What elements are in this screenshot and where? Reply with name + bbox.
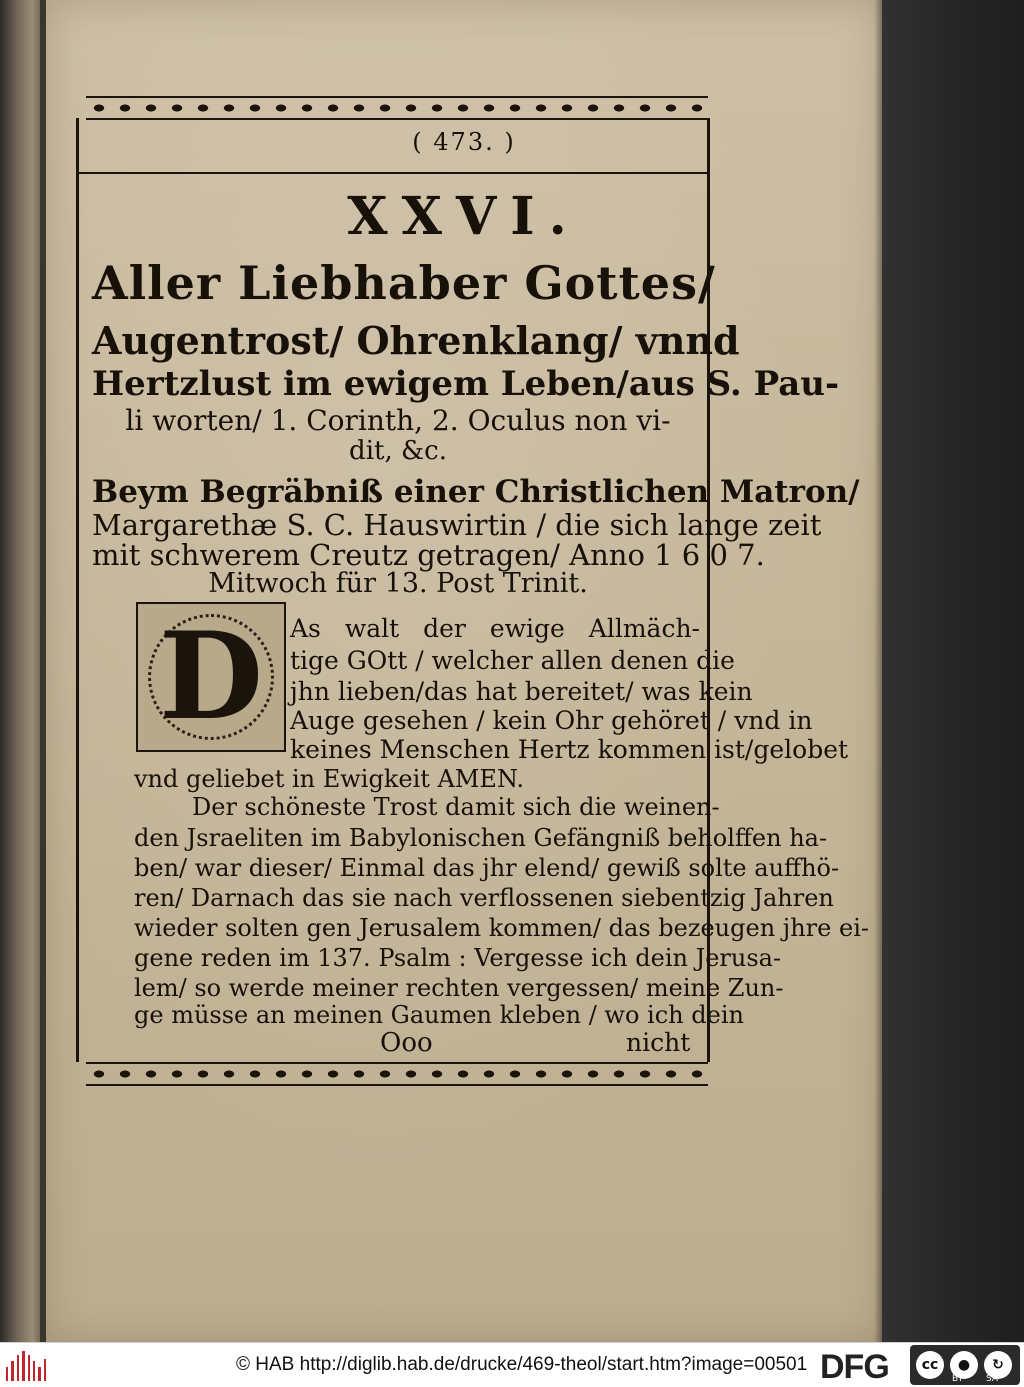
paragraph-2-line-2: den Jsraeliten im Babylonischen Gefängniß beholffen ha- <box>134 824 828 852</box>
scan-background <box>880 0 1024 1342</box>
paragraph-1-line-6: vnd geliebet in Ewigkeit AMEN. <box>134 765 525 793</box>
signature-mark: Ooo <box>380 1028 433 1058</box>
paragraph-1-line-1: As walt der ewige Allmäch- <box>290 614 700 643</box>
paragraph-2-line-8: ge müsse an meinen Gaumen kleben / wo ich dein <box>134 1001 744 1029</box>
license-sa-label: SA <box>986 1374 999 1384</box>
by-attribution-icon: ● <box>950 1351 978 1379</box>
subtitle-line-4: Mitwoch für 13. Post Trinit. <box>208 568 588 599</box>
source-credit: © HAB http://diglib.hab.de/drucke/469-theol/start.htm?image=00501 <box>236 1354 808 1375</box>
title-line-4: li worten/ 1. Corinth, 2. Oculus non vi- <box>125 404 671 437</box>
chapter-numeral: XXVI. <box>347 186 581 247</box>
subtitle-line-1: Beym Begräbniß einer Christlichen Matron/ <box>92 474 860 510</box>
top-ornament-border <box>86 96 708 120</box>
cc-license-badge[interactable] <box>910 1345 1020 1385</box>
book-page <box>46 0 882 1342</box>
paragraph-2-line-7: lem/ so werde meiner rechten vergessen/ meine Zun- <box>134 974 784 1002</box>
title-line-2: Augentrost/ Ohrenklang/ vnnd <box>92 318 740 363</box>
paragraph-1-line-3: jhn lieben/das hat bereitet/ was kein <box>290 677 753 706</box>
bottom-ornament-border <box>86 1062 708 1086</box>
subtitle-line-3: mit schwerem Creutz getragen/ Anno 1 6 0 7. <box>92 538 765 572</box>
paragraph-2-line-1: Der schöneste Trost damit sich die weinen- <box>192 793 720 821</box>
title-line-5: dit, &c. <box>349 436 447 466</box>
paragraph-1-line-2: tige GOtt / welcher allen denen die <box>290 646 735 675</box>
header-rule <box>79 172 707 174</box>
drop-cap-letter: D <box>158 606 264 747</box>
paragraph-2-line-5: wieder solten gen Jerusalem kommen/ das bezeugen jhre ei- <box>134 914 869 942</box>
paragraph-1-line-4: Auge gesehen / kein Ohr gehöret / vnd in <box>290 706 813 735</box>
decorated-initial <box>136 602 286 752</box>
footer-bar <box>0 1342 1024 1387</box>
license-by-label: BY <box>952 1374 964 1384</box>
title-line-1: Aller Liebhaber Gottes/ <box>92 256 716 310</box>
page-number: ( 473. ) <box>412 128 516 156</box>
paragraph-2-line-6: gene reden im 137. Psalm : Vergesse ich dein Jerusa- <box>134 944 782 972</box>
dfg-logo: DFG <box>820 1348 889 1386</box>
paragraph-1-line-5: keines Menschen Hertz kommen ist/gelobet <box>290 735 849 764</box>
cc-icon: cc <box>916 1351 944 1379</box>
share-alike-icon: ↻ <box>984 1351 1012 1379</box>
paragraph-2-line-4: ren/ Darnach das sie nach verflossenen siebentzig Jahren <box>134 884 834 912</box>
paragraph-2-line-3: ben/ war dieser/ Einmal das jhr elend/ gewiß solte auffhö- <box>134 854 840 882</box>
catchword: nicht <box>626 1028 691 1057</box>
title-line-3: Hertzlust im ewigem Leben/aus S. Pau- <box>92 364 840 404</box>
hab-logo-icon <box>6 1351 46 1381</box>
previous-page-edge <box>0 0 46 1342</box>
subtitle-line-2: Margarethæ S. C. Hauswirtin / die sich lange zeit <box>92 508 822 542</box>
